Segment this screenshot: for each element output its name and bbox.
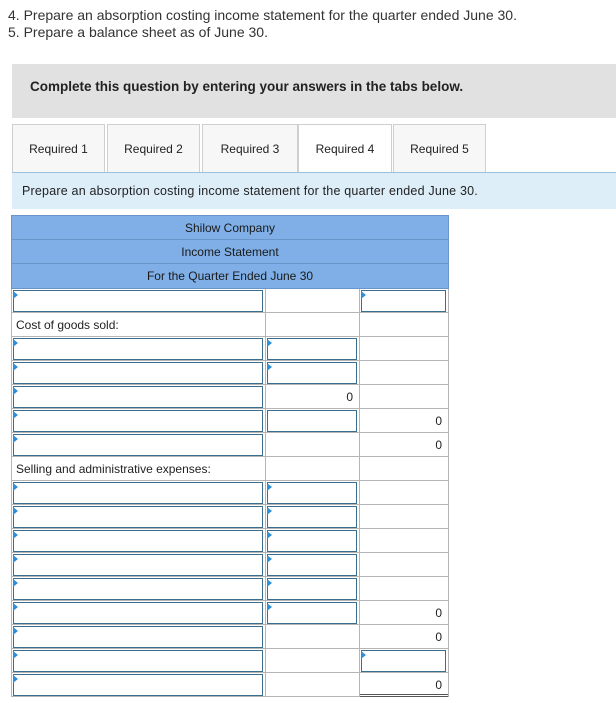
amount-input[interactable] [267, 554, 357, 576]
instructions [8, 7, 517, 41]
label-input[interactable] [13, 506, 263, 528]
label-input[interactable] [13, 602, 263, 624]
label-input[interactable] [13, 554, 263, 576]
amount-input[interactable] [267, 482, 357, 504]
table-row [11, 385, 449, 409]
flag-icon [13, 603, 18, 611]
table-row [11, 409, 449, 433]
table-row [11, 649, 449, 673]
amount-input[interactable] [361, 290, 446, 312]
table-row [11, 313, 449, 337]
label-input[interactable] [13, 482, 263, 504]
flag-icon [361, 651, 366, 659]
amount-input[interactable] [267, 530, 357, 552]
table-row [11, 577, 449, 601]
flag-icon [267, 579, 272, 587]
table-row [11, 433, 449, 457]
flag-icon [13, 675, 18, 683]
flag-icon [13, 291, 18, 299]
statement-title: Income Statement [12, 240, 448, 264]
label-input[interactable] [13, 578, 263, 600]
table-row [11, 529, 449, 553]
flag-icon [267, 531, 272, 539]
cogs-label: Cost of goods sold: [16, 318, 119, 332]
amount-input[interactable] [267, 338, 357, 360]
table-row [11, 553, 449, 577]
flag-icon [13, 339, 18, 347]
label-input[interactable] [13, 362, 263, 384]
tab-required-5[interactable]: Required 5 [393, 124, 486, 173]
table-row [11, 601, 449, 625]
label-input[interactable] [13, 410, 263, 432]
company-name: Shilow Company [12, 216, 448, 240]
label-input[interactable] [13, 530, 263, 552]
tab-prompt [12, 173, 616, 209]
label-input[interactable] [13, 434, 263, 456]
table-row [11, 457, 449, 481]
flag-icon [13, 387, 18, 395]
amount-input[interactable] [267, 362, 357, 384]
flag-icon [13, 627, 18, 635]
gross-margin-value: 0 [435, 438, 442, 452]
statement-period: For the Quarter Ended June 30 [146, 269, 314, 283]
table-row [11, 481, 449, 505]
flag-icon [13, 363, 18, 371]
tab-bar [12, 124, 616, 173]
income-statement [11, 215, 449, 697]
instructions-banner [12, 64, 616, 118]
flag-icon [13, 651, 18, 659]
banner-text: Complete this question by entering your answers in the tabs below. [30, 79, 464, 94]
label-input[interactable] [13, 386, 263, 408]
flag-icon [267, 339, 272, 347]
flag-icon [267, 555, 272, 563]
label-input[interactable] [13, 674, 263, 696]
sga-subtotal-value: 0 [435, 606, 442, 620]
amount-input[interactable] [267, 506, 357, 528]
flag-icon [13, 555, 18, 563]
flag-icon [267, 603, 272, 611]
sga-label: Selling and administrative expenses: [16, 462, 211, 476]
statement-header [11, 215, 449, 289]
flag-icon [13, 579, 18, 587]
table-row [11, 337, 449, 361]
amount-input[interactable] [267, 578, 357, 600]
flag-icon [267, 483, 272, 491]
tab-required-2[interactable]: Required 2 [107, 124, 200, 173]
table-row [11, 289, 449, 313]
table-row [11, 361, 449, 385]
cogs-subtotal-value: 0 [346, 390, 353, 404]
tab-required-1[interactable]: Required 1 [12, 124, 105, 173]
flag-icon [13, 435, 18, 443]
tab-required-3[interactable]: Required 3 [202, 124, 298, 173]
cogs-total-value: 0 [435, 414, 442, 428]
flag-icon [13, 507, 18, 515]
label-input[interactable] [13, 626, 263, 648]
net-operating-income-value: 0 [435, 678, 442, 692]
label-input[interactable] [13, 338, 263, 360]
amount-input[interactable] [267, 602, 357, 624]
amount-input[interactable] [361, 650, 446, 672]
label-input[interactable] [13, 290, 263, 312]
flag-icon [13, 531, 18, 539]
sga-total-value: 0 [435, 630, 442, 644]
instruction-4: 4. Prepare an absorption costing income statement for the quarter ended June 30. [8, 7, 517, 23]
table-row [11, 505, 449, 529]
instruction-5: 5. Prepare a balance sheet as of June 30. [8, 24, 268, 40]
label-input[interactable] [13, 650, 263, 672]
table-row [11, 625, 449, 649]
flag-icon [13, 411, 18, 419]
amount-input[interactable] [267, 410, 357, 432]
tab-required-4[interactable]: Required 4 [298, 124, 392, 174]
table-row [11, 673, 449, 697]
flag-icon [267, 363, 272, 371]
flag-icon [361, 291, 366, 299]
prompt-text: Prepare an absorption costing income statement for the quarter ended June 30. [22, 184, 478, 198]
flag-icon [267, 507, 272, 515]
flag-icon [13, 483, 18, 491]
